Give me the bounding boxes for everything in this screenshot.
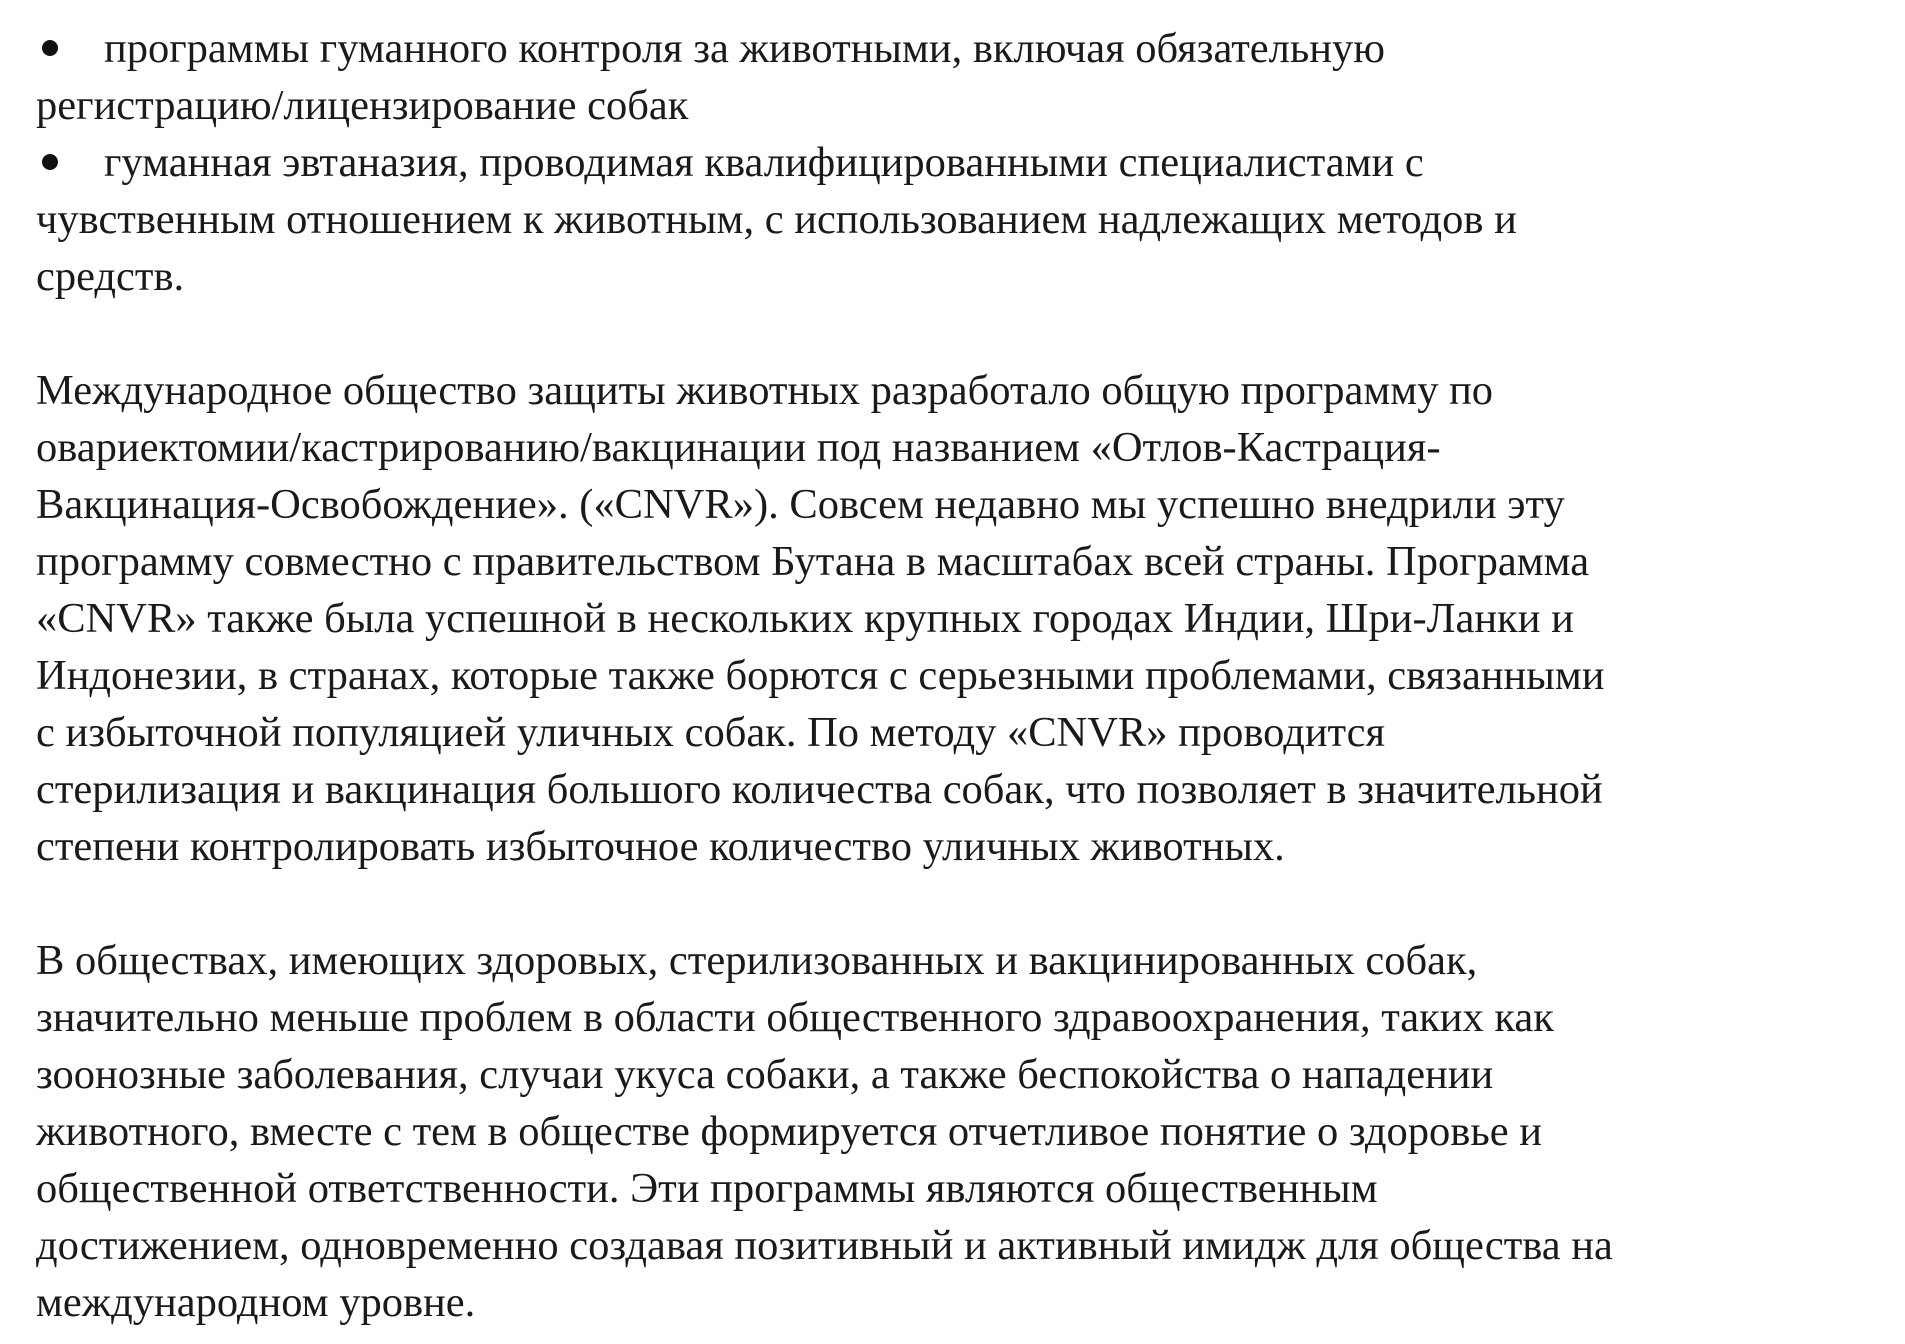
text-line: Индонезии, в странах, которые также борются с серьезными проблемами, связанными [36,652,1605,699]
bullet-list [36,20,1876,305]
paragraph-gap [36,305,1876,362]
text-line: значительно меньше проблем в области общественного здравоохранения, таких как [36,994,1554,1041]
text-line: В обществах, имеющих здоровых, стерилизованных и вакцинированных собак, [36,937,1478,984]
text-line: животного, вместе с тем в обществе формируется отчетливое понятие о здоровье и [36,1108,1542,1155]
text-line: чувственным отношением к животным, с использованием надлежащих методов и [36,196,1517,243]
text-line: «CNVR» также была успешной в нескольких крупных городах Индии, Шри-Ланки и [36,595,1574,642]
paragraph-public-health [36,932,1876,1331]
text-line: программы гуманного контроля за животными, включая обязательную [104,25,1385,72]
bullet-icon [42,40,58,56]
text-line: средств. [36,253,185,300]
text-line: Вакцинация-Освобождение». («CNVR»). Совсем недавно мы успешно внедрили эту [36,481,1565,528]
text-line: степени контролировать избыточное количество уличных животных. [36,823,1285,870]
text-line: стерилизация и вакцинация большого количества собак, что позволяет в значительной [36,766,1603,813]
text-line: международном уровне. [36,1279,476,1326]
text-line: гуманная эвтаназия, проводимая квалифицированными специалистами с [104,139,1424,186]
paragraph-cnvr-program [36,362,1876,875]
text-line: с избыточной популяцией уличных собак. По методу «CNVR» проводится [36,709,1386,756]
text-line: Международное общество защиты животных разработало общую программу по [36,367,1494,414]
text-line: достижением, одновременно создавая позитивный и активный имидж для общества на [36,1222,1613,1269]
bullet-item-animal-control [36,20,1876,134]
text-line: овариектомии/кастрированию/вакцинации под названием «Отлов-Кастрация- [36,424,1441,471]
paragraph-gap [36,875,1876,932]
text-line: регистрацию/лицензирование собак [36,82,689,129]
text-line: программу совместно с правительством Бутана в масштабах всей страны. Программа [36,538,1590,585]
text-line: общественной ответственности. Эти программы являются общественным [36,1165,1378,1212]
bullet-item-euthanasia [36,134,1876,305]
bullet-icon [42,154,58,170]
text-line: зоонозные заболевания, случаи укуса собаки, а также беспокойства о нападении [36,1051,1494,1098]
document-page [36,20,1876,1331]
